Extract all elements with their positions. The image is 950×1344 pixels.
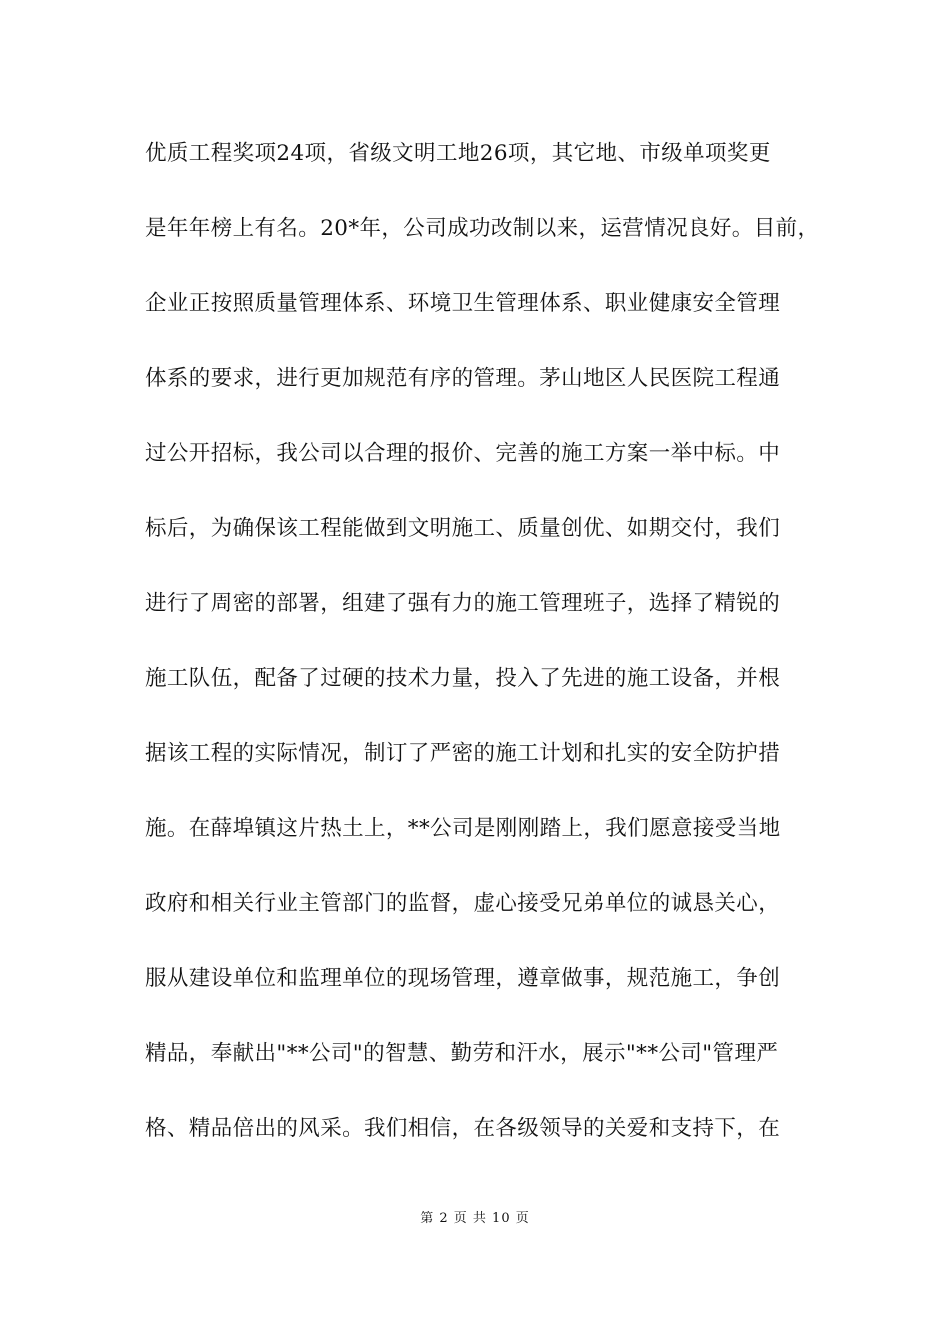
text-line: 据该工程的实际情况，制订了严密的施工计划和扎实的安全防护措 <box>145 741 781 766</box>
text-line: 企业正按照质量管理体系、环境卫生管理体系、职业健康安全管理 <box>145 291 781 316</box>
text-line: 体系的要求，进行更加规范有序的管理。茅山地区人民医院工程通 <box>145 366 781 391</box>
page-number: 第 2 页 共 10 页 <box>420 1211 530 1226</box>
text-line: 服从建设单位和监理单位的现场管理，遵章做事，规范施工，争创 <box>145 966 781 991</box>
text-line: 是年年榜上有名。20*年，公司成功改制以来，运营情况良好。目前， <box>145 216 820 241</box>
text-line: 标后，为确保该工程能做到文明施工、质量创优、如期交付，我们 <box>145 516 781 541</box>
text-line: 进行了周密的部署，组建了强有力的施工管理班子，选择了精锐的 <box>145 591 781 616</box>
page-footer <box>0 1207 950 1226</box>
text-line: 施工队伍，配备了过硬的技术力量，投入了先进的施工设备，并根 <box>145 666 781 691</box>
text-line: 格、精品倍出的风采。我们相信，在各级领导的关爱和支持下，在 <box>145 1116 781 1141</box>
text-line: 优质工程奖项24项，省级文明工地26项，其它地、市级单项奖更 <box>145 141 771 166</box>
text-line: 施。在薛埠镇这片热土上，**公司是刚刚踏上，我们愿意接受当地 <box>145 816 781 841</box>
text-line: 过公开招标，我公司以合理的报价、完善的施工方案一举中标。中 <box>145 441 781 466</box>
text-line: 政府和相关行业主管部门的监督，虚心接受兄弟单位的诚恳关心， <box>145 891 781 916</box>
body-text <box>145 132 820 1182</box>
text-line: 精品，奉献出"**公司"的智慧、勤劳和汗水，展示"**公司"管理严 <box>145 1041 779 1066</box>
